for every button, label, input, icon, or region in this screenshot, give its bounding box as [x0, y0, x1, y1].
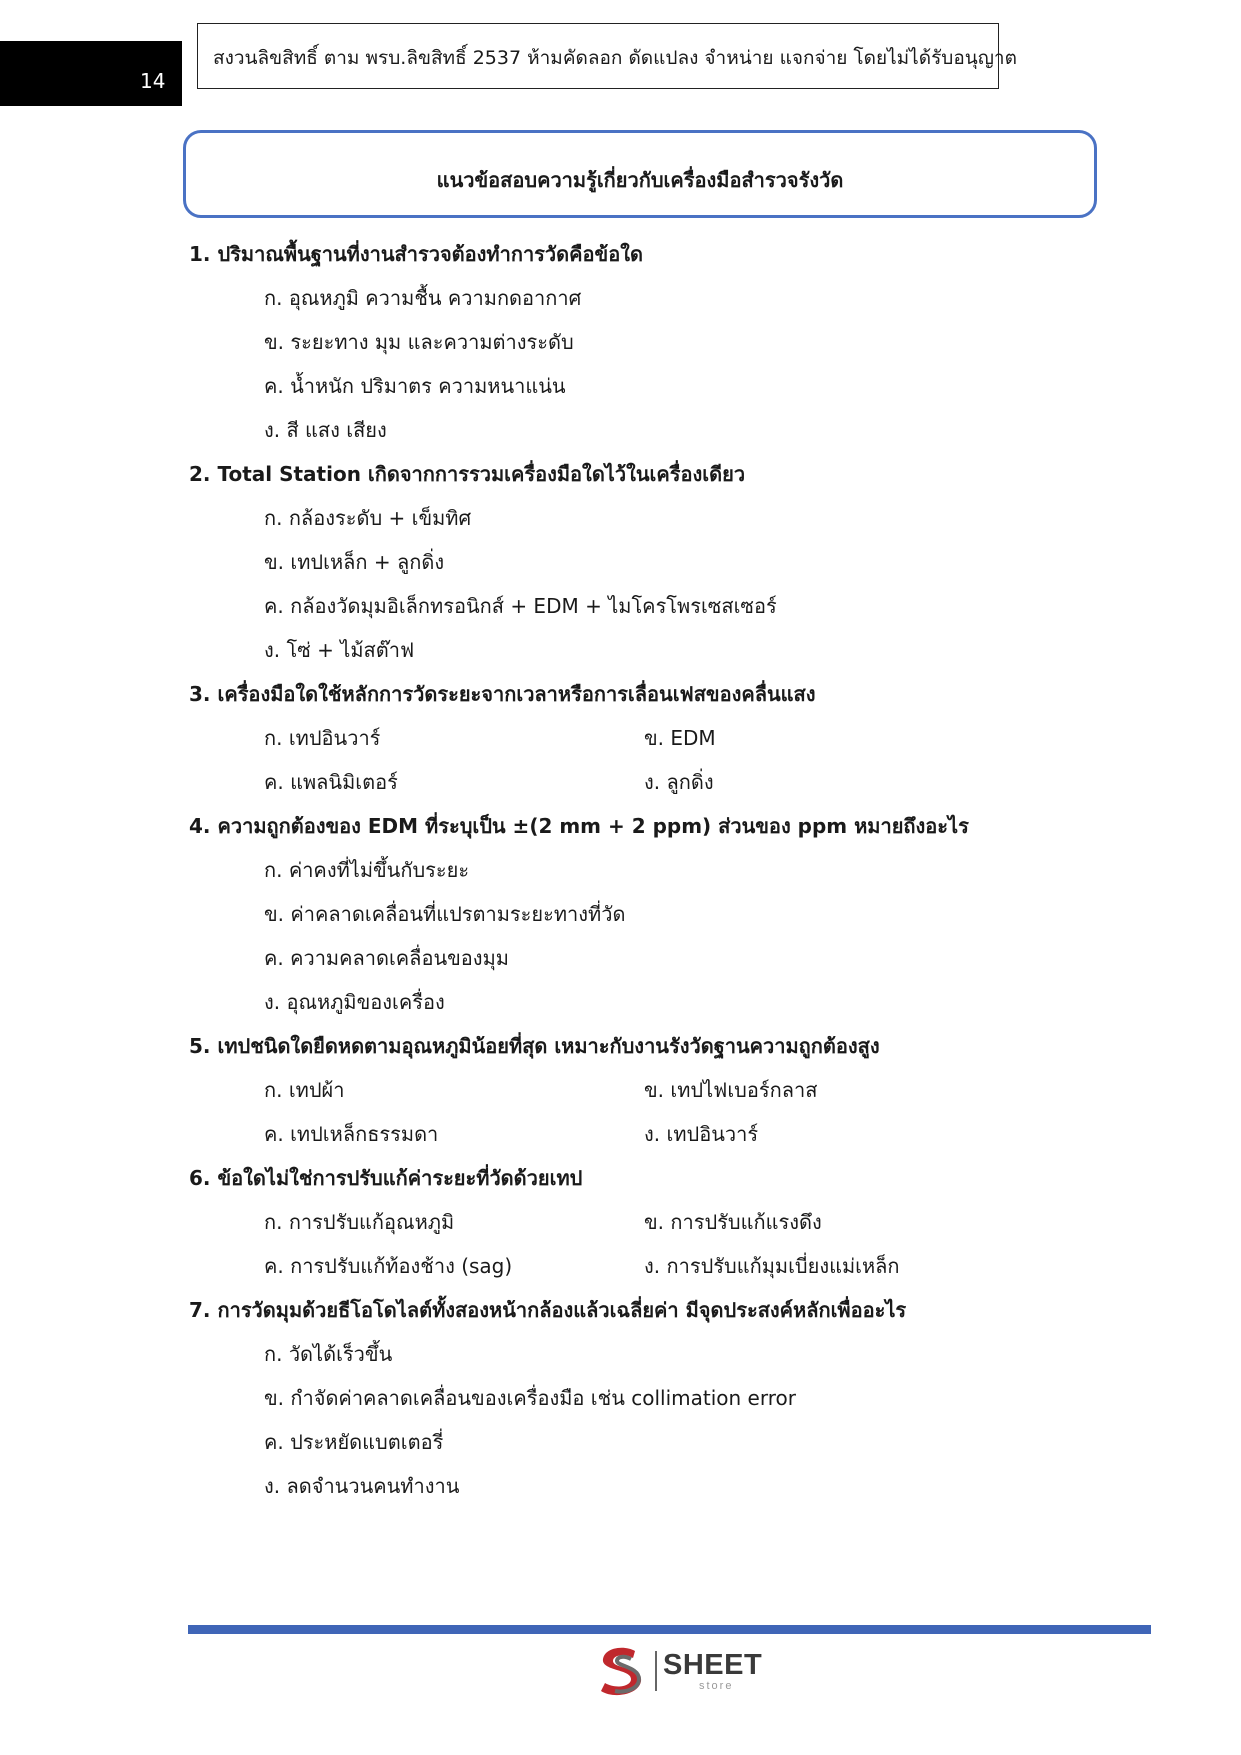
question-text: 4. ความถูกต้องของ EDM ที่ระบุเป็น ±(2 mm + 2 ppm) ส่วนของ ppm หมายถึงอะไร	[189, 814, 969, 838]
question-text: 6. ข้อใดไม่ใช่การปรับแก้ค่าระยะที่วัดด้วยเทป	[189, 1166, 583, 1190]
option: ข. เทปไฟเบอร์กลาส	[644, 1078, 818, 1102]
option: ข. กำจัดค่าคลาดเคลื่อนของเครื่องมือ เช่น collimation error	[264, 1386, 796, 1410]
question-text: 7. การวัดมุมด้วยธีโอโดไลต์ทั้งสองหน้ากล้องแล้วเฉลี่ยค่า มีจุดประสงค์หลักเพื่ออะไร	[189, 1298, 907, 1322]
option: ก. กล้องระดับ + เข็มทิศ	[264, 506, 472, 530]
question-list	[189, 232, 1119, 1508]
option: ค. ประหยัดแบตเตอรี่	[264, 1430, 444, 1454]
option: ก. อุณหภูมิ ความชื้น ความกดอากาศ	[264, 286, 582, 310]
option: ง. ลูกดิ่ง	[644, 770, 714, 794]
option: ก. เทปผ้า	[264, 1078, 345, 1102]
logo-text: SHEET	[663, 1649, 763, 1681]
option: ข. เทปเหล็ก + ลูกดิ่ง	[264, 550, 445, 574]
question-4	[189, 804, 1119, 1024]
question-text: 5. เทปชนิดใดยืดหดตามอุณหภูมิน้อยที่สุด เหมาะกับงานรังวัดฐานความถูกต้องสูง	[189, 1034, 880, 1058]
option-row	[189, 1112, 1119, 1156]
option: ก. ค่าคงที่ไม่ขึ้นกับระยะ	[264, 858, 470, 882]
option: ค. กล้องวัดมุมอิเล็กทรอนิกส์ + EDM + ไมโครโพรเซสเซอร์	[264, 594, 777, 618]
question-3	[189, 672, 1119, 804]
logo-separator	[655, 1651, 657, 1691]
question-text: 2. Total Station เกิดจากการรวมเครื่องมือใดไว้ในเครื่องเดียว	[189, 462, 746, 486]
option: ค. ความคลาดเคลื่อนของมุม	[264, 946, 509, 970]
option-row	[189, 760, 1119, 804]
option: ก. เทปอินวาร์	[264, 726, 381, 750]
question-text: 1. ปริมาณพื้นฐานที่งานสำรวจต้องทำการวัดคือข้อใด	[189, 242, 643, 266]
option: ง. อุณหภูมิของเครื่อง	[264, 990, 445, 1014]
section-title: แนวข้อสอบความรู้เกี่ยวกับเครื่องมือสำรวจรังวัด	[436, 168, 844, 192]
question-7	[189, 1288, 1119, 1508]
question-1	[189, 232, 1119, 452]
option: ข. ระยะทาง มุม และความต่างระดับ	[264, 330, 574, 354]
question-2	[189, 452, 1119, 672]
option: ข. EDM	[644, 726, 716, 750]
footer-divider	[188, 1625, 1151, 1634]
sheet-store-s-icon	[595, 1645, 647, 1699]
option: ง. การปรับแก้มุมเบี่ยงแม่เหล็ก	[644, 1254, 900, 1278]
section-title-box	[183, 130, 1097, 218]
option-row	[189, 716, 1119, 760]
option-row	[189, 1200, 1119, 1244]
copyright-notice-box	[197, 23, 1017, 89]
question-text: 3. เครื่องมือใดใช้หลักการวัดระยะจากเวลาหรือการเลื่อนเฟสของคลื่นแสง	[189, 682, 816, 706]
option-row	[189, 1068, 1119, 1112]
question-5	[189, 1024, 1119, 1156]
option: ค. แพลนิมิเตอร์	[264, 770, 398, 794]
option: ง. ลดจำนวนคนทำงาน	[264, 1474, 460, 1498]
option: ง. เทปอินวาร์	[644, 1122, 759, 1146]
question-6	[189, 1156, 1119, 1288]
option: ค. น้ำหนัก ปริมาตร ความหนาแน่น	[264, 374, 566, 398]
copyright-notice: สงวนลิขสิทธิ์ ตาม พรบ.ลิขสิทธิ์ 2537 ห้ามคัดลอก ดัดแปลง จำหน่าย แจกจ่าย โดยไม่ได้รับอนุญาต	[213, 47, 1017, 69]
option: ก. วัดได้เร็วขึ้น	[264, 1342, 393, 1366]
logo-subtext: store	[699, 1680, 734, 1692]
page-number-box	[0, 41, 182, 106]
sheet-store-logo	[595, 1645, 770, 1699]
option: ง. สี แสง เสียง	[264, 418, 387, 442]
option: ค. เทปเหล็กธรรมดา	[264, 1122, 439, 1146]
option: ก. การปรับแก้อุณหภูมิ	[264, 1210, 455, 1234]
option: ข. การปรับแก้แรงดึง	[644, 1210, 822, 1234]
option: ค. การปรับแก้ท้องช้าง (sag)	[264, 1254, 513, 1278]
option: ง. โซ่ + ไม้สต๊าฟ	[264, 638, 415, 662]
option: ข. ค่าคลาดเคลื่อนที่แปรตามระยะทางที่วัด	[264, 902, 626, 926]
page-number: 14	[140, 69, 166, 93]
option-row	[189, 1244, 1119, 1288]
